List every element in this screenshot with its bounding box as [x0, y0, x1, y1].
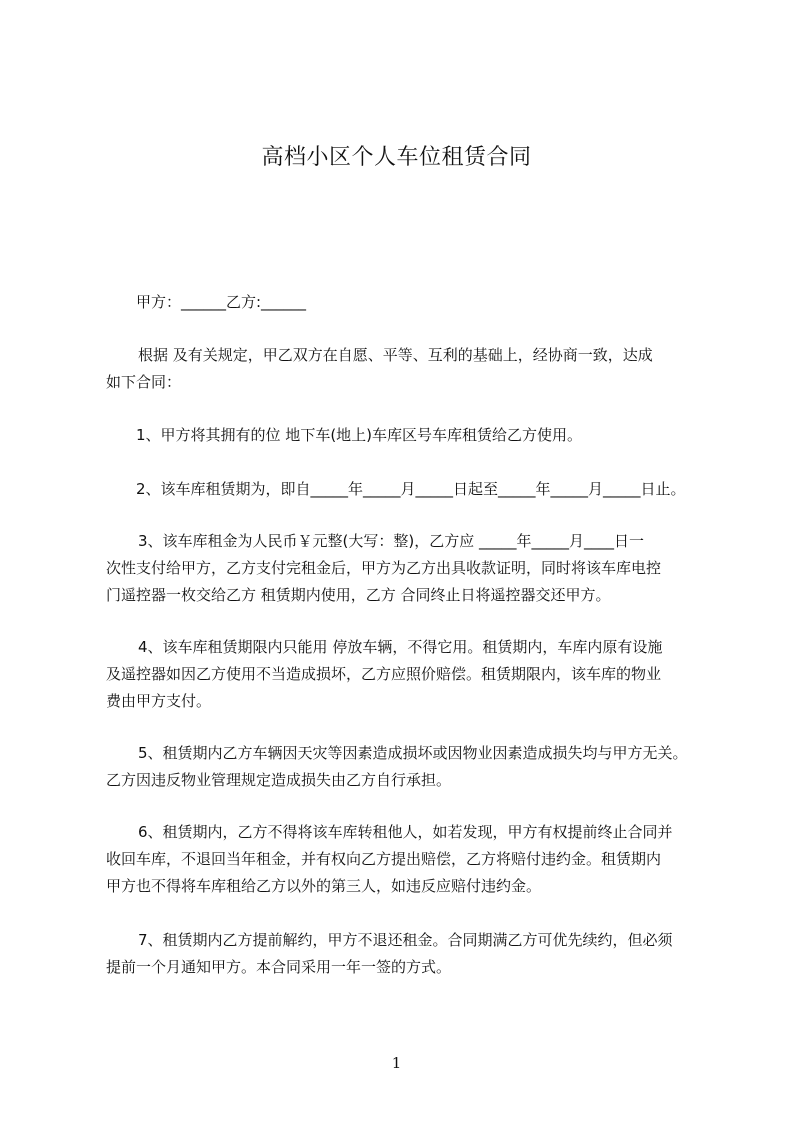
parties-line: 甲方：______乙方:______ [136, 293, 307, 311]
document-title: 高档小区个人车位租赁合同 [261, 145, 532, 170]
clause-line: 3、该车库租金为人民币￥元整(大写：整)，乙方应 _____年_____月____日一 [138, 532, 645, 550]
clause-line: 及遥控器如因乙方使用不当造成损坏，乙方应照价赔偿。租赁期限内，该车库的物业 [106, 665, 662, 683]
clause-line: 收回车库，不退回当年租金，并有权向乙方提出赔偿，乙方将赔付违约金。租赁期内 [106, 850, 662, 868]
clause-line: 提前一个月通知甲方。本合同采用一年一签的方式。 [106, 958, 452, 976]
clause-line: 1、甲方将其拥有的位 地下车(地上)车库区号车库租赁给乙方使用。 [136, 426, 583, 444]
clause-line: 5、租赁期内乙方车辆因天灾等因素造成损坏或因物业因素造成损失均与甲方无关。 [138, 744, 688, 762]
clause-line: 4、该车库租赁期限内只能用 停放车辆，不得它用。租赁期内，车库内原有设施 [138, 638, 663, 656]
clause-line: 甲方也不得将车库租给乙方以外的第三人，如违反应赔付违约金。 [106, 877, 542, 895]
clause-line: 2、该车库租赁期为，即自_____年_____月_____日起至_____年_____月_____日止。 [136, 480, 686, 498]
clause-line: 费由甲方支付。 [106, 692, 212, 710]
clause-line: 7、租赁期内乙方提前解约，甲方不退还租金。合同期满乙方可优先续约，但必须 [138, 931, 673, 949]
clause-line: 6、租赁期内，乙方不得将该车库转租他人，如若发现，甲方有权提前终止合同并 [138, 823, 673, 841]
clause-line: 如下合同： [106, 373, 182, 391]
clause-line: 根据 及有关规定，甲乙双方在自愿、平等、互利的基础上，经协商一致，达成 [138, 346, 653, 364]
clause-line: 门遥控器一枚交给乙方 租赁期内使用，乙方 合同终止日将遥控器交还甲方。 [106, 586, 611, 604]
page-number: 1 [391, 1054, 402, 1072]
clause-line: 乙方因违反物业管理规定造成损失由乙方自行承担。 [106, 771, 452, 789]
clause-line: 次性支付给甲方，乙方支付完租金后，甲方为乙方出具收款证明，同时将该车库电控 [106, 559, 662, 577]
